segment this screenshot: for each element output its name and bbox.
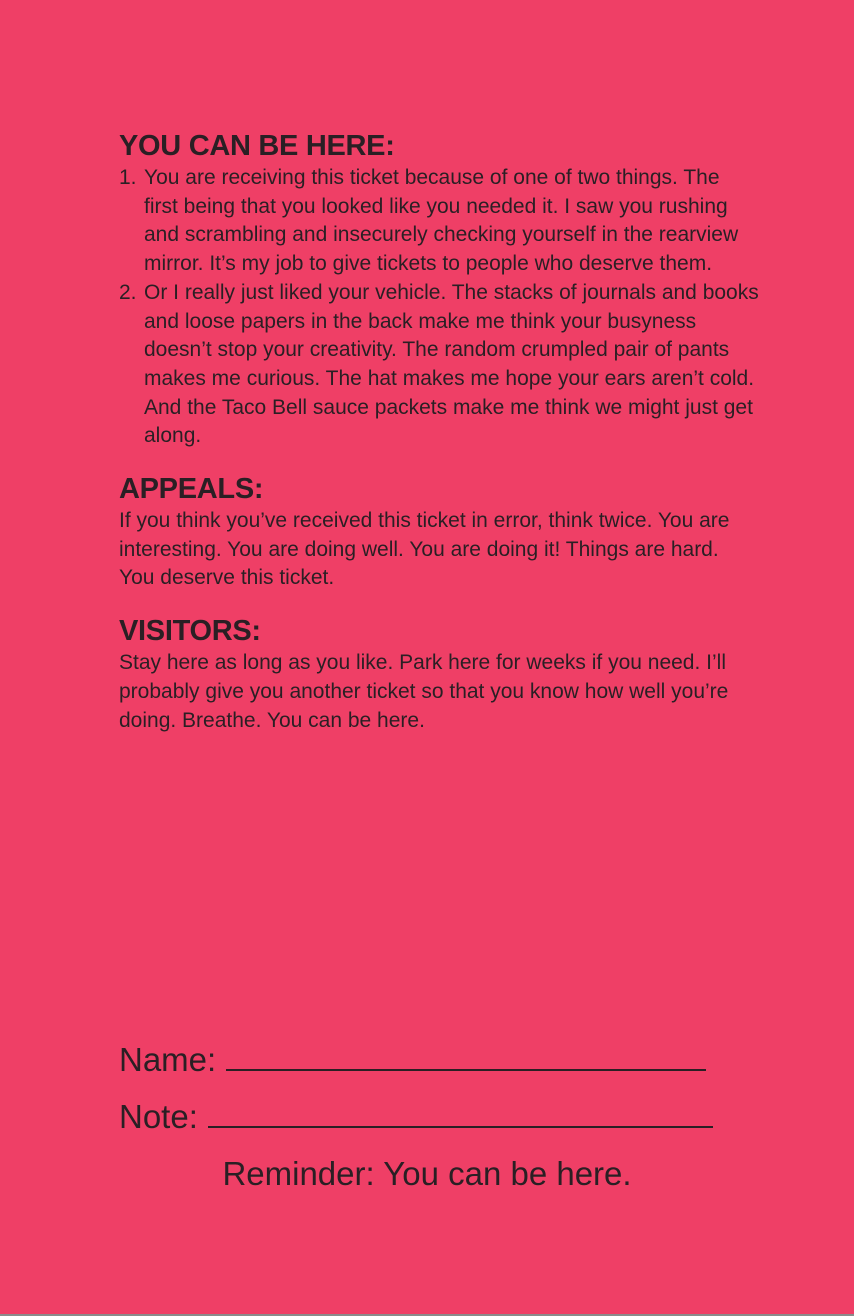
list-item-text: You are receiving this ticket because of one of two things. The first being that you looked like you needed it. I saw you rushing and scrambling and insecurely checking yourself in the rearview mirror. It’s my job to give tickets to people who deserve them. [144,166,739,276]
rules-heading: YOU CAN BE HERE: [119,130,395,162]
list-item-number: 2. [119,280,137,304]
rules-section [119,128,759,451]
reminder-text: Reminder: You can be here. [222,1155,632,1192]
list-item-number: 1. [119,166,137,189]
visitors-heading: VISITORS: [119,615,261,648]
reasons-list [119,164,759,451]
name-label: Name: [119,1041,217,1078]
list-item [119,164,759,279]
note-field [119,1097,713,1137]
name-blank-line[interactable] [226,1043,706,1071]
ticket-body [119,128,759,755]
list-item [119,279,759,451]
visitors-text: Stay here as long as you like. Park here for weeks if you need. I’ll probably give you another ticket so that you know how well you’re doing. Breathe. You can be here. [119,651,729,732]
appeals-section [119,471,759,593]
appeals-heading: APPEALS: [119,473,264,506]
note-blank-line[interactable] [208,1100,713,1128]
name-field [119,1040,706,1080]
list-item-text: Or I really just liked your vehicle. The stacks of journals and books and loose papers in the back make me think your busyness doesn’t stop your creativity. The random crumpled pair of pants makes me curious. The hat makes me hope your ears aren’t cold. And the Taco Bell sauce packets make me think we might just get along. [144,280,759,448]
visitors-section [119,613,759,735]
note-label: Note: [119,1098,198,1135]
appeals-text: If you think you’ve received this ticket in error, think twice. You are interesting. You are doing well. You are doing it! Things are hard. You deserve this ticket. [119,509,730,590]
